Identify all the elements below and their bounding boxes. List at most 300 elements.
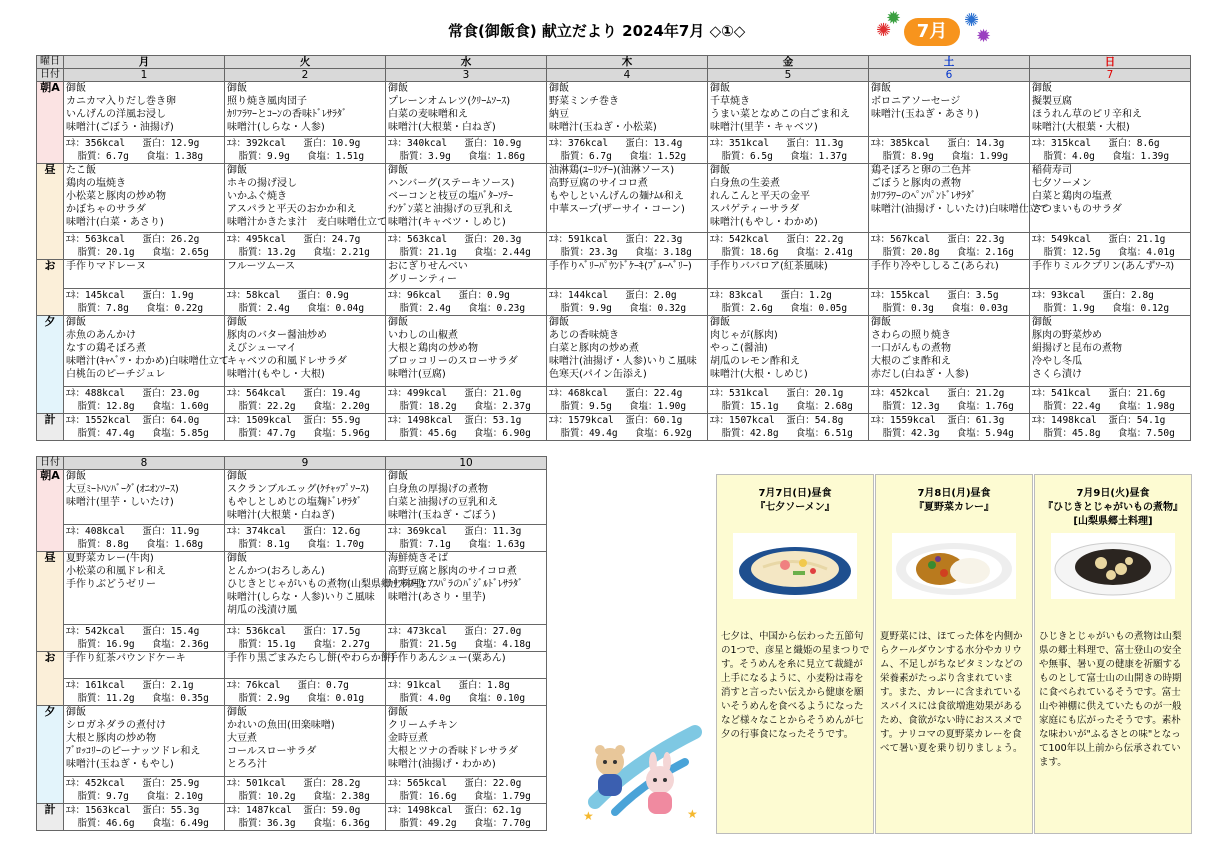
fat-value: 脂質：47.7g — [238, 428, 296, 439]
salt-value: 食塩：1.63g — [468, 539, 526, 550]
menu-item: えびシューマイ — [227, 343, 297, 354]
menu-item: キャベツの和風ドレサラダ — [227, 356, 347, 367]
menu-item: 味噌汁(玉ねぎ・ごぼう) — [388, 510, 496, 521]
menu-item: クリームチキン — [388, 720, 458, 731]
feature-card — [1034, 474, 1192, 834]
hijiki-photo — [1051, 533, 1175, 599]
weekday-header: 水 — [386, 56, 547, 69]
protein-value: 蛋白：25.9g — [142, 778, 200, 789]
page-title: 常食(御飯食) 献立だより 2024年7月 ◇①◇ — [448, 22, 746, 40]
lunch-label: 昼 — [37, 552, 64, 652]
fat-value: 脂質：10.2g — [238, 791, 296, 802]
menu-item: 千草焼き — [710, 96, 750, 107]
protein-value: 蛋白：21.6g — [1108, 388, 1166, 399]
nutrition-line — [871, 233, 1027, 246]
menu-item: かぼちゃのサラダ — [66, 204, 146, 215]
nutrition-line — [227, 150, 383, 163]
breakfast-nutrition-row — [37, 137, 1191, 164]
nutrition-line — [388, 289, 544, 302]
protein-value: 蛋白：26.2g — [142, 234, 200, 245]
total-nutrition-cell — [386, 414, 547, 441]
salt-value: 食塩：1.68g — [146, 539, 204, 550]
energy-value: ｴﾈ：501kcal — [227, 778, 287, 789]
date-cell: 9 — [225, 457, 386, 470]
menu-cell — [869, 164, 1049, 233]
fat-value: 脂質：47.4g — [77, 428, 135, 439]
protein-value: 蛋白：12.6g — [303, 526, 361, 537]
salt-value: 食塩：0.23g — [468, 303, 526, 314]
nutrition-line — [549, 289, 705, 302]
menu-item: 大根と豚肉の炒め物 — [66, 733, 156, 744]
menu-item: 御飯 — [388, 83, 408, 94]
feature-dish: 『夏野菜カレー』 — [914, 502, 994, 513]
weekday-header: 月 — [64, 56, 225, 69]
feature-description: 夏野菜には、ほてった体を内側からクールダウンする水分やカリウム、不足しがちなビタミンなどの栄養素がたっぷり含まれています。また、カレーに含まれているスパイスには食欲増進効果があるため、食欲がない時におススメです。ナリコマの夏野菜カレーを食べて暑い夏を乗り切りましょう。 — [880, 631, 1023, 754]
menu-item: 御飯 — [388, 707, 408, 718]
protein-value: 蛋白：2.0g — [625, 290, 677, 301]
nutrition-line — [388, 233, 544, 246]
menu-item: 味噌汁(豆腐) — [388, 369, 446, 380]
menu-item: 手作りマドレーヌ — [66, 261, 146, 272]
menu-item: 御飯 — [227, 553, 247, 564]
date-cell: 5 — [708, 69, 869, 82]
menu-item: ごぼうと豚肉の煮物 — [871, 178, 961, 189]
nutrition-line — [227, 137, 383, 150]
snack-nutrition-row — [37, 289, 1191, 316]
nutrition-line — [66, 137, 222, 150]
menu-item: いわしの山椒煮 — [388, 330, 458, 341]
energy-value: ｴﾈ：495kcal — [227, 234, 287, 245]
menu-item: 一口がんもの煮物 — [871, 343, 951, 354]
menu-item: 赤だし(白ねぎ・人参) — [871, 369, 969, 380]
nutrition-line — [710, 414, 866, 427]
fat-value: 脂質：23.3g — [560, 247, 618, 258]
nutrition-line — [227, 777, 383, 790]
menu-cell — [225, 164, 386, 233]
fat-value: 脂質：12.8g — [77, 401, 135, 412]
protein-value: 蛋白：59.0g — [303, 805, 361, 816]
menu-item: 味噌汁かきたま汁 麦白味噌仕立て — [227, 217, 387, 228]
menu-item: 御飯 — [66, 471, 86, 482]
menu-item: スパゲティーサラダ — [710, 204, 800, 215]
nutrition-line — [388, 246, 544, 259]
nutrition-line — [388, 137, 544, 150]
salt-value: 食塩：2.68g — [795, 401, 853, 412]
salt-value: 食塩：0.32g — [629, 303, 687, 314]
menu-cell — [708, 82, 869, 137]
fat-value: 脂質：49.4g — [560, 428, 618, 439]
protein-value: 蛋白：14.3g — [947, 138, 1005, 149]
nutrition-line — [1032, 302, 1188, 315]
menu-item: 御飯 — [549, 317, 569, 328]
energy-value: ｴﾈ：563kcal — [388, 234, 448, 245]
nutrition-cell — [547, 387, 708, 414]
energy-value: ｴﾈ：542kcal — [66, 626, 126, 637]
fat-value: 脂質：46.6g — [77, 818, 135, 829]
menu-item: 味噌汁(大根葉・大根) — [1032, 122, 1130, 133]
nutrition-line — [871, 289, 1027, 302]
nutrition-line — [871, 246, 1027, 259]
firework-icon: ✺ — [964, 10, 980, 31]
dinner-label: 夕 — [37, 316, 64, 414]
menu-item: 小松菜の和風ドレ和え — [66, 566, 166, 577]
nutrition-line — [227, 414, 383, 427]
salt-value: 食塩：6.49g — [151, 818, 209, 829]
nutrition-line — [1032, 137, 1188, 150]
nutrition-cell — [1030, 233, 1191, 260]
nutrition-line — [227, 638, 383, 651]
menu-item: 白桃缶のピーチジュレ — [66, 369, 166, 380]
fat-value: 脂質：2.4g — [399, 303, 451, 314]
menu-item: 味噌汁(もやし・わかめ) — [710, 217, 818, 228]
fat-value: 脂質：20.8g — [882, 247, 940, 258]
protein-value: 蛋白：17.5g — [303, 626, 361, 637]
menu-item: 御飯 — [549, 83, 569, 94]
nutrition-line — [66, 638, 222, 651]
nutrition-line — [66, 302, 222, 315]
menu-item: 味噌汁(油揚げ・人参)いりこ風味 — [549, 356, 697, 367]
menu-item: 味噌汁(里芋・キャベツ) — [710, 122, 818, 133]
menu-item: 御飯 — [871, 83, 891, 94]
energy-value: ｴﾈ：1498kcal — [1032, 415, 1097, 426]
feature-title: 7月7日(日)昼食 — [758, 488, 832, 499]
fat-value: 脂質：9.9g — [238, 151, 290, 162]
total-nutrition-cell — [225, 804, 386, 831]
total-nutrition-cell — [225, 414, 386, 441]
nutrition-cell — [386, 679, 547, 706]
nutrition-line — [871, 387, 1027, 400]
salt-value: 食塩：0.10g — [468, 693, 526, 704]
menu-item: 味噌汁(大根・しめじ) — [710, 369, 808, 380]
menu-item: 御飯 — [388, 317, 408, 328]
nutrition-line — [66, 817, 222, 830]
protein-value: 蛋白：0.7g — [297, 680, 349, 691]
protein-value: 蛋白：0.9g — [458, 290, 510, 301]
nutrition-cell — [386, 233, 547, 260]
energy-value: ｴﾈ：83kcal — [710, 290, 764, 301]
weekday-label: 曜日 — [37, 56, 64, 69]
protein-value: 蛋白：1.8g — [458, 680, 510, 691]
menu-item: 色寒天(パイン缶添え) — [549, 369, 647, 380]
menu-cell — [64, 82, 225, 137]
menu-item: 大根と鶏肉の炒め物 — [388, 343, 478, 354]
protein-value: 蛋白：54.1g — [1108, 415, 1166, 426]
menu-cell — [386, 164, 547, 233]
menu-item: 味噌汁(キャベツ・しめじ) — [388, 217, 506, 228]
nutrition-line — [66, 414, 222, 427]
energy-value: ｴﾈ：1498kcal — [388, 805, 453, 816]
nutrition-cell — [869, 233, 1030, 260]
fat-value: 脂質：4.0g — [399, 693, 451, 704]
breakfast-label: 朝A — [37, 470, 64, 552]
nutrition-cell — [708, 289, 869, 316]
nutrition-line — [388, 625, 544, 638]
energy-value: ｴﾈ：96kcal — [388, 290, 442, 301]
weekday-header: 日 — [1030, 56, 1191, 69]
nutrition-line — [549, 427, 705, 440]
salt-value: 食塩：2.36g — [151, 639, 209, 650]
nutrition-line — [227, 427, 383, 440]
menu-item: なすの鶏そぼろ煮 — [66, 343, 146, 354]
nutrition-line — [710, 302, 866, 315]
fat-value: 脂質：4.0g — [1043, 151, 1095, 162]
salt-value: 食塩：3.18g — [634, 247, 692, 258]
energy-value: ｴﾈ：1552kcal — [66, 415, 131, 426]
menu-cell — [708, 164, 869, 233]
nutrition-cell — [64, 289, 225, 316]
menu-item: 鶏肉の塩焼き — [66, 178, 126, 189]
salt-value: 食塩：1.98g — [1117, 401, 1175, 412]
nutrition-line — [227, 817, 383, 830]
menu-item: ﾁﾝｹﾞﾝ菜と油揚げの豆乳和え — [388, 204, 513, 215]
menu-item: 大根とツナの香味ドレサラダ — [388, 746, 518, 757]
nutrition-cell — [386, 625, 547, 652]
fat-value: 脂質：3.9g — [399, 151, 451, 162]
menu-item: 味噌汁(玉ねぎ・あさり) — [871, 109, 979, 120]
menu-cell — [64, 470, 225, 525]
menu-cell — [1030, 82, 1191, 137]
nutrition-cell — [1030, 289, 1191, 316]
nutrition-line — [227, 804, 383, 817]
menu-item: 赤魚のあんかけ — [66, 330, 136, 341]
salt-value: 食塩：0.12g — [1112, 303, 1170, 314]
nutrition-cell — [64, 625, 225, 652]
salt-value: 食塩：4.18g — [473, 639, 531, 650]
snack-label: お — [37, 260, 64, 316]
menu-item: 味噌汁(しらな・人参)いりこ風味 — [227, 592, 375, 603]
menu-item: ボロニアソーセージ — [871, 96, 961, 107]
nutrition-cell — [869, 387, 1030, 414]
nutrition-cell — [708, 233, 869, 260]
menu-cell — [386, 316, 547, 387]
nutrition-line — [66, 625, 222, 638]
fat-value: 脂質：8.1g — [238, 539, 290, 550]
nutrition-cell — [869, 289, 1030, 316]
nutrition-line — [66, 790, 222, 803]
menu-item: 稲荷寿司 — [1032, 165, 1072, 176]
salt-value: 食塩：4.01g — [1117, 247, 1175, 258]
nutrition-line — [388, 387, 544, 400]
menu-item: 小松菜と豚肉の炒め物 — [66, 191, 166, 202]
nutrition-line — [227, 790, 383, 803]
fat-value: 脂質：6.7g — [560, 151, 612, 162]
protein-value: 蛋白：15.4g — [142, 626, 200, 637]
menu-item: 味噌汁(しらな・人参) — [227, 122, 325, 133]
salt-value: 食塩：1.90g — [629, 401, 687, 412]
salt-value: 食塩：1.70g — [307, 539, 365, 550]
menu-cell — [225, 470, 386, 525]
protein-value: 蛋白：53.1g — [464, 415, 522, 426]
protein-value: 蛋白：20.1g — [786, 388, 844, 399]
fat-value: 脂質：49.2g — [399, 818, 457, 829]
date-row — [37, 69, 1191, 82]
menu-cell — [225, 260, 386, 289]
date-cell: 6 — [869, 69, 1030, 82]
snack-label: お — [37, 652, 64, 706]
fat-value: 脂質：15.1g — [721, 401, 779, 412]
nutrition-line — [549, 400, 705, 413]
date-label: 日付 — [37, 69, 64, 82]
menu-item: 白菜の麦味噌和え — [388, 109, 468, 120]
salt-value: 食塩：2.27g — [312, 639, 370, 650]
salt-value: 食塩：7.70g — [473, 818, 531, 829]
energy-value: ｴﾈ：351kcal — [710, 138, 770, 149]
nutrition-line — [388, 427, 544, 440]
menu-cell — [225, 316, 386, 387]
menu-cell — [547, 316, 708, 387]
menu-item: さくら漬け — [1032, 369, 1082, 380]
menu-item: 手作り紅茶パウンドケーキ — [66, 653, 186, 664]
nutrition-line — [66, 289, 222, 302]
nutrition-line — [66, 692, 222, 705]
nutrition-line — [66, 246, 222, 259]
menu-item: ほうれん草のピリ辛和え — [1032, 109, 1142, 120]
protein-value: 蛋白：12.9g — [142, 138, 200, 149]
energy-value: ｴﾈ：452kcal — [871, 388, 931, 399]
menu-item: 夏野菜カレー(牛肉) — [66, 553, 154, 564]
nutrition-line — [388, 777, 544, 790]
menu-item: 手作りﾍﾞﾘｰﾊﾟｳﾝﾄﾞｹｰｷ(ﾌﾞﾙｰﾍﾞﾘｰ) — [549, 261, 692, 272]
energy-value: ｴﾈ：93kcal — [1032, 290, 1086, 301]
nutrition-line — [227, 625, 383, 638]
nutrition-line — [871, 137, 1027, 150]
nutrition-line — [549, 302, 705, 315]
menu-item: とろろ汁 — [227, 759, 267, 770]
weekday-header: 木 — [547, 56, 708, 69]
menu-item: 味噌汁(白菜・あさり) — [66, 217, 164, 228]
menu-cell — [708, 260, 869, 289]
menu-item: 手作りババロア(紅茶風味) — [710, 261, 828, 272]
menu-cell — [225, 706, 386, 777]
fat-value: 脂質：12.5g — [1043, 247, 1101, 258]
menu-item: いんげんの洋風お浸し — [66, 109, 166, 120]
energy-value: ｴﾈ：356kcal — [66, 138, 126, 149]
nutrition-line — [549, 150, 705, 163]
date-row — [37, 457, 1191, 470]
nutrition-line — [388, 414, 544, 427]
protein-value: 蛋白：21.2g — [947, 388, 1005, 399]
nutrition-line — [388, 817, 544, 830]
menu-cell — [64, 706, 225, 777]
nutrition-line — [227, 692, 383, 705]
menu-item: スクランブルエッグ(ｹﾁｬｯﾌﾟｿｰｽ) — [227, 484, 370, 495]
fat-value: 脂質：9.7g — [77, 791, 129, 802]
total-nutrition-cell — [64, 414, 225, 441]
salt-value: 食塩：1.79g — [473, 791, 531, 802]
nutrition-line — [710, 289, 866, 302]
menu-item: 味噌汁(大根葉・白ねぎ) — [388, 122, 496, 133]
menu-item: 味噌汁(ｷｬﾍﾞﾂ・わかめ)白味噌仕立て — [66, 356, 229, 367]
nutrition-line — [549, 246, 705, 259]
fat-value: 脂質：16.9g — [77, 639, 135, 650]
firework-icon: ✹ — [976, 26, 992, 47]
total-label: 計 — [37, 414, 64, 441]
menu-item: もやしといんげんの麺ﾅﾑﾙ和え — [549, 191, 684, 202]
menu-item: ハンバーグ(ステーキソース) — [388, 178, 515, 189]
menu-item: 御飯 — [227, 471, 247, 482]
date-cell: 2 — [225, 69, 386, 82]
menu-cell — [64, 164, 225, 233]
firework-icon: ✹ — [886, 8, 902, 29]
energy-value: ｴﾈ：315kcal — [1032, 138, 1092, 149]
menu-item: 七夕ソーメン — [1032, 178, 1092, 189]
fat-value: 脂質：1.9g — [1043, 303, 1095, 314]
menu-item: 御飯 — [66, 707, 86, 718]
fat-value: 脂質：18.2g — [399, 401, 457, 412]
menu-item: 御飯 — [1032, 317, 1052, 328]
salt-value: 食塩：1.51g — [307, 151, 365, 162]
menu-item: 豚肉のバター醤油炒め — [227, 330, 327, 341]
protein-value: 蛋白：54.8g — [786, 415, 844, 426]
salt-value: 食塩：5.85g — [151, 428, 209, 439]
energy-value: ｴﾈ：1509kcal — [227, 415, 292, 426]
nutrition-cell — [225, 625, 386, 652]
energy-value: ｴﾈ：408kcal — [66, 526, 126, 537]
salt-value: 食塩：6.90g — [473, 428, 531, 439]
nutrition-cell — [1030, 387, 1191, 414]
menu-cell — [1030, 260, 1191, 289]
fat-value: 脂質：2.6g — [721, 303, 773, 314]
menu-item: 大豆煮 — [227, 733, 257, 744]
energy-value: ｴﾈ：76kcal — [227, 680, 281, 691]
feature-description: ひじきとじゃがいもの煮物は山梨県の郷土料理で、富士登山の安全や無事、暑い夏の健康を祈願するものとして富士山の山開きの時期に食べられているそうです。富士山や神棚に供えていたものが一般家庭にも広がったそうです。素朴な味わいが"ふるさとの味"となって100年以上前から伝承されています。 — [1039, 631, 1182, 768]
fat-value: 脂質：16.6g — [399, 791, 457, 802]
menu-item: 御飯 — [388, 471, 408, 482]
menu-item: 擬製豆腐 — [1032, 96, 1072, 107]
nutrition-line — [1032, 427, 1188, 440]
menu-item: もやしとしめじの塩麹ﾄﾞﾚｻﾗﾀﾞ — [227, 497, 362, 508]
feature-description: 七夕は、中国から伝わった五節句の1つで、彦星と織姫の星まつりです。そうめんを糸に見立て裁縫が上手になるように、小麦粉は毒を消すと言ったい伝えから健康を願いそうめんを食べるようになったなど様々なことからそうめんが七夕の行事食になったそうです。 — [721, 631, 870, 740]
energy-value: ｴﾈ：376kcal — [549, 138, 609, 149]
menu-item: たこ飯 — [66, 165, 96, 176]
menu-item: プレーンオムレツ(ｸﾘｰﾑｿｰｽ) — [388, 96, 511, 107]
weekday-header: 金 — [708, 56, 869, 69]
fat-value: 脂質：8.9g — [882, 151, 934, 162]
energy-value: ｴﾈ：542kcal — [710, 234, 770, 245]
protein-value: 蛋白：62.1g — [464, 805, 522, 816]
menu-cell — [386, 470, 547, 525]
energy-value: ｴﾈ：155kcal — [871, 290, 931, 301]
nutrition-line — [871, 302, 1027, 315]
nutrition-line — [1032, 414, 1188, 427]
menu-item: 鶏そぼろと卵の二色丼 — [871, 165, 971, 176]
lunch-nutrition-row — [37, 233, 1191, 260]
protein-value: 蛋白：55.3g — [142, 805, 200, 816]
menu-item: ひじきとじゃがいもの煮物(山梨県郷土料理) — [227, 579, 425, 590]
menu-item: 手作り黒ごまみたらし餅(やわらか餅) — [227, 653, 395, 664]
menu-cell — [869, 316, 1030, 387]
nutrition-line — [549, 137, 705, 150]
protein-value: 蛋白：55.9g — [303, 415, 361, 426]
salt-value: 食塩：1.86g — [468, 151, 526, 162]
feature-title: 7月9日(火)昼食 — [1076, 488, 1150, 499]
weekday-header: 土 — [869, 56, 1030, 69]
fat-value: 脂質：13.2g — [238, 247, 296, 258]
nutrition-line — [388, 790, 544, 803]
energy-value: ｴﾈ：564kcal — [227, 388, 287, 399]
menu-cell — [869, 82, 1030, 137]
menu-item: グリーンティー — [388, 274, 457, 285]
nutrition-line — [66, 387, 222, 400]
menu-item: ｶﾘﾌﾗﾜｰのﾍﾟﾝﾊﾟﾝﾄﾞﾚｻﾗﾀﾞ — [871, 191, 976, 202]
menu-item: 御飯 — [710, 83, 730, 94]
nutrition-line — [1032, 150, 1188, 163]
menu-item: 冷やし冬瓜 — [1032, 356, 1082, 367]
protein-value: 蛋白：19.4g — [303, 388, 361, 399]
nutrition-line — [388, 638, 544, 651]
menu-cell — [225, 652, 395, 679]
menu-cell — [1030, 164, 1191, 233]
